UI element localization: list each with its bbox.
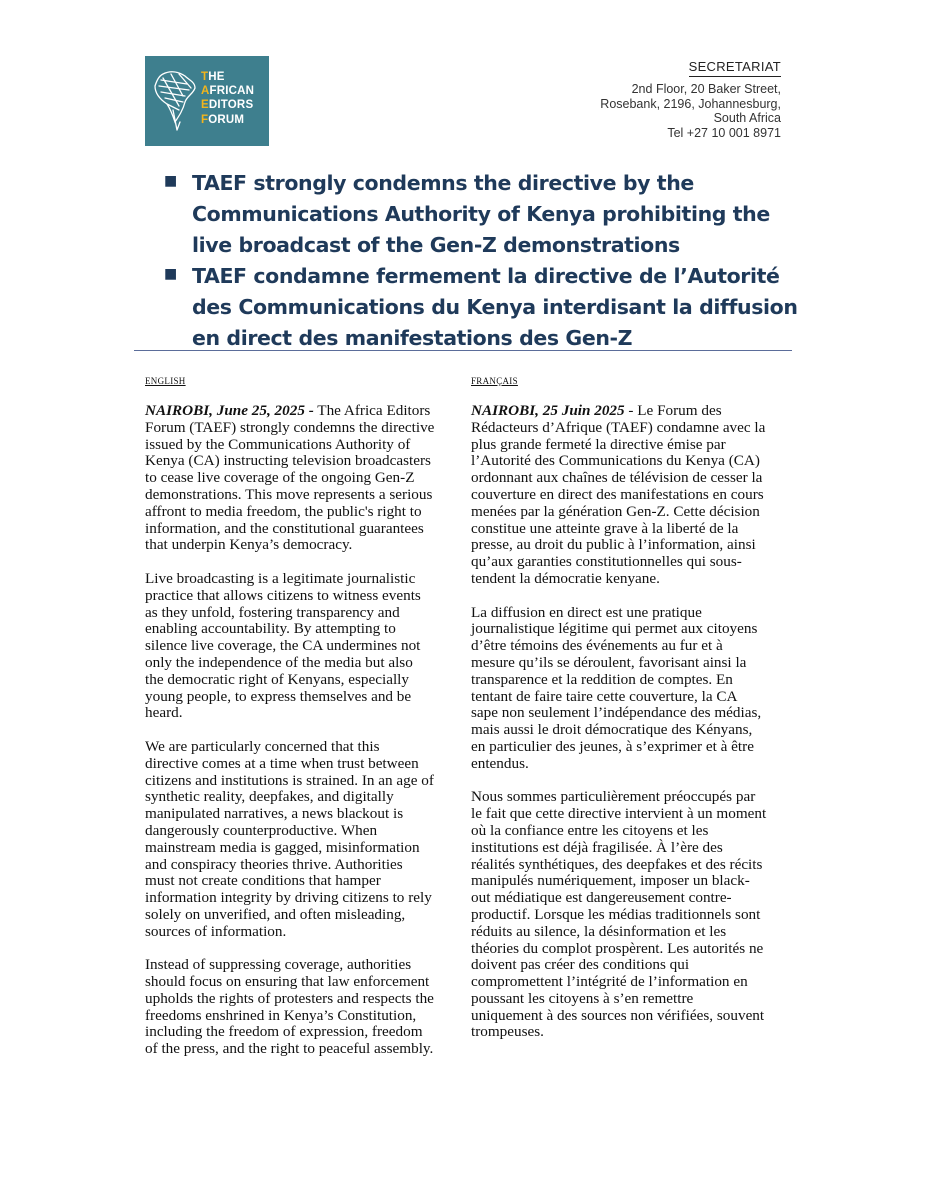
logo-line: [201, 84, 254, 98]
headline-french-text: TAEF condamne fermement la directive de l’Autorité des Communications du Kenya interdisant la diffusion en direct des manifestations des Gen-Z: [192, 264, 798, 350]
logo-initial: T: [201, 71, 209, 83]
secretariat-block: [600, 58, 781, 140]
french-paragraph: Nous sommes particulièrement préoccupés par le fait que cette directive intervient à un moment où la confiance entre les citoyens et les institutions est déjà fragilisée. À l’ère des réalités synthétiques, des deepfakes et des récits manipulés numériquement, imposer un black-out médiatique est dangereusement contre-productif. Lorsque les médias traditionnels sont réduits au silence, la désinformation et les théories du complot prospèrent. Les autorités ne doivent pas créer des conditions qui compromettent l’intégrité de l’information en poussant les citoyens à s’en remettre uniquement à des sources non vérifiées, souvent trompeuses.: [471, 788, 767, 1041]
french-paragraph: La diffusion en direct est une pratique journalistique légitime qui permet aux citoyens d’être témoins des événements au fur et à mesure qu’ils se déroulent, favorisant ainsi la transparence et la reddition de comptes. En tentant de faire taire cette couverture, la CA sape non seulement l’indépendance des médias, mais aussi le droit démocratique des Kényans, en particulier des jeunes, à s’exprimer et à être entendus.: [471, 603, 762, 772]
english-paragraph: Instead of suppressing coverage, authorities should focus on ensuring that law enforcement upholds the rights of protesters and respects the freedoms enshrined in Kenya’s Constitution, including the freedom of expression, freedom of the press, and the right to peaceful assembly.: [145, 956, 434, 1058]
dateline: NAIROBI, 25 Juin 2025: [471, 402, 625, 419]
phone-line: Tel +27 10 001 8971: [667, 125, 781, 140]
dateline: NAIROBI, June 25, 2025 -: [145, 402, 314, 419]
logo-initial: E: [201, 99, 209, 112]
headline-list: [164, 168, 804, 354]
french-paragraph: [471, 403, 767, 588]
language-label-english: ENGLISH: [145, 376, 186, 386]
language-label-french: FRANÇAIS: [471, 376, 518, 386]
square-bullet-icon: ■: [164, 173, 177, 189]
headline-french: [164, 261, 804, 354]
english-paragraph: [145, 403, 435, 554]
logo-word: HE: [208, 71, 225, 83]
logo-word: DITORS: [208, 99, 254, 112]
headline-english: [164, 168, 804, 261]
africa-map-pen-icon: [149, 66, 201, 136]
header-divider: [134, 350, 792, 351]
logo-initial: A: [201, 85, 210, 98]
headline-english-text: TAEF strongly condemns the directive by the Communications Authority of Kenya prohibiting the live broadcast of the Gen-Z demonstrations: [192, 171, 770, 257]
logo-word: FRICAN: [209, 85, 255, 98]
address-line: Rosebank, 2196, Johannesburg,: [600, 96, 781, 111]
secretariat-heading: SECRETARIAT: [689, 59, 781, 77]
logo-line: [201, 98, 254, 112]
address-line: 2nd Floor, 20 Baker Street,: [631, 82, 781, 96]
square-bullet-icon: ■: [164, 266, 177, 282]
english-column: [145, 376, 435, 1075]
english-paragraph: We are particularly concerned that this directive comes at a time when trust between citizens and institutions is strained. In an age of synthetic reality, deepfakes, and digitally manipulated narratives, a news blackout is dangerously counterproductive. When mainstream media is gagged, misinformation and conspiracy theories thrive. Authorities must not create conditions that hamper information integrity by driving citizens to rely solely on unverified, and often misleading, sources of information.: [145, 737, 434, 940]
paragraph-text: The Africa Editors Forum (TAEF) strongly condemns the directive issued by the Communications Authority of Kenya (CA) instructing television broadcasters to cease live coverage of the ongoing Gen-Z demonstrations. This move represents a serious affront to media freedom, the public's right to information, and the constitutional guarantees that underpin Kenya’s democracy.: [145, 402, 435, 554]
paragraph-text: - Le Forum des Rédacteurs d’Afrique (TAEF) condamne avec la plus grande fermeté la directive émise par l’Autorité des Communications du Kenya (CA) ordonnant aux chaînes de télévision de cesser la couverture en direct des manifestations en cours menées par la génération Gen-Z. Cette décision constitue une atteinte grave à la liberté de la presse, au droit du public à l’information, ainsi qu’aux garanties constitutionnelles qui sous-tendent la démocratie kenyane.: [471, 402, 766, 587]
logo-initial: F: [201, 113, 209, 126]
logo-line: [201, 113, 254, 127]
logo-line: [201, 70, 254, 84]
address-line: South Africa: [713, 111, 781, 125]
logo-word: ORUM: [208, 113, 245, 126]
english-paragraph: Live broadcasting is a legitimate journalistic practice that allows citizens to witness events as they unfold, fostering transparency and enabling accountability. By attempting to silence live coverage, the CA undermines not only the independence of the media but also the democratic right of Kenyans, especially young people, to express themselves and be heard.: [145, 569, 421, 722]
logo-wordmark: [201, 70, 254, 127]
taef-logo: [145, 56, 269, 146]
french-column: [471, 376, 767, 1058]
